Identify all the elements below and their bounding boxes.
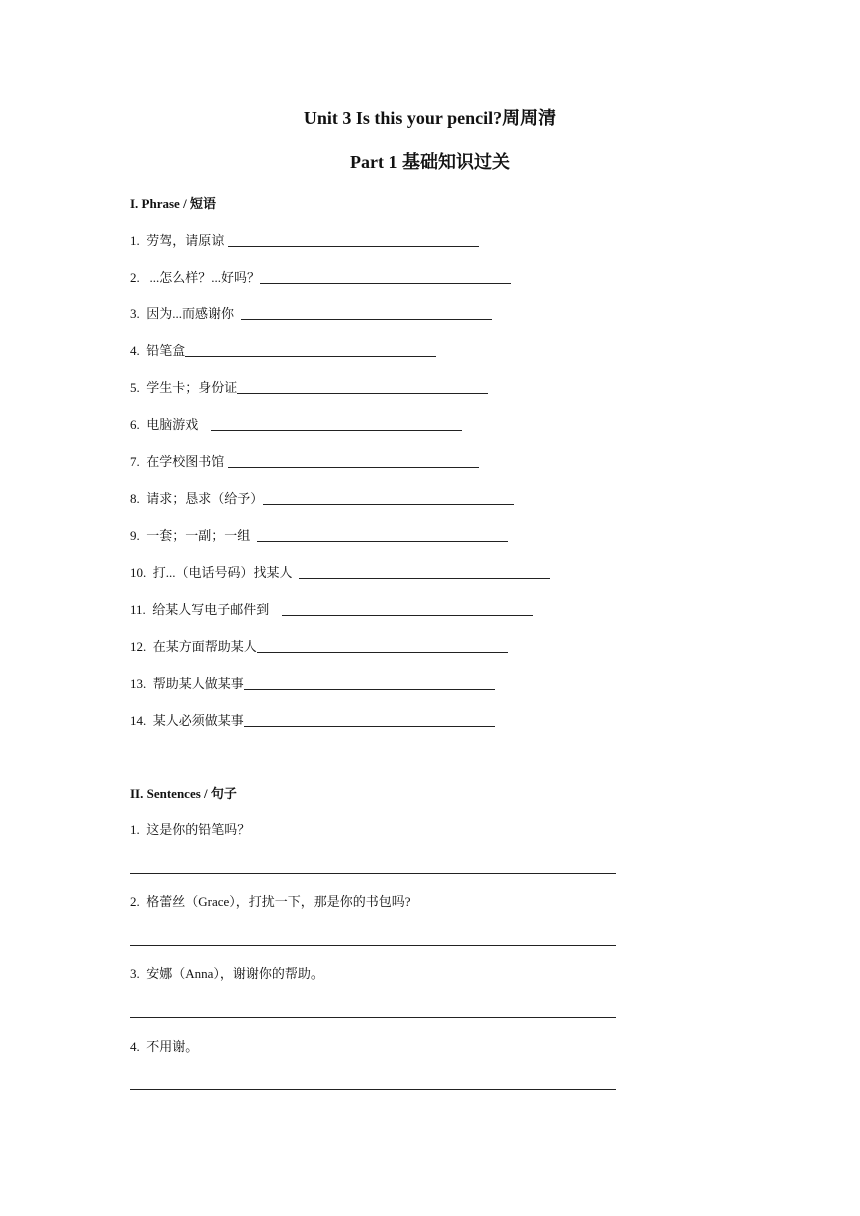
answer-blank[interactable] <box>228 466 479 468</box>
phrase-label: 5. 学生卡；身份证 <box>130 380 238 395</box>
answer-blank[interactable] <box>244 688 495 690</box>
sentence-prompt: 3. 安娜（Anna），谢谢你的帮助。 <box>130 966 324 981</box>
phrase-item <box>130 306 492 322</box>
phrase-label: 10. 打...（电话号码）找某人 <box>130 565 300 580</box>
phrase-item <box>130 380 488 396</box>
phrase-label: 8. 请求；恳求（给予） <box>130 491 264 506</box>
phrase-label: 11. 给某人写电子邮件到 <box>130 602 283 617</box>
phrase-label: 14. 某人必须做某事 <box>130 713 244 728</box>
phrase-item <box>130 713 495 729</box>
answer-blank[interactable] <box>228 245 479 247</box>
sentence-answer-line[interactable] <box>130 1017 616 1018</box>
sentence-answer-line[interactable] <box>130 873 616 874</box>
answer-blank[interactable] <box>185 355 436 357</box>
phrase-item <box>130 454 479 470</box>
phrase-section-heading: I. Phrase / 短语 <box>130 196 216 211</box>
phrase-label: 3. 因为...而感谢你 <box>130 306 241 321</box>
answer-blank[interactable] <box>241 318 492 320</box>
page-title: Unit 3 Is this your pencil?周周清 <box>303 108 557 128</box>
sentence-prompt: 2. 格蕾丝（Grace），打扰一下，那是你的书包吗? <box>130 894 411 909</box>
phrase-label: 2. ...怎么样？...好吗？ <box>130 270 261 285</box>
phrase-label: 1. 劳驾，请原谅 <box>130 233 228 248</box>
sentence-prompt: 1. 这是你的铅笔吗？ <box>130 822 251 837</box>
phrase-item <box>130 270 511 286</box>
phrase-label: 6. 电脑游戏 <box>130 417 212 432</box>
answer-blank[interactable] <box>237 392 488 394</box>
answer-blank[interactable] <box>260 282 511 284</box>
sentence-section-heading: II. Sentences / 句子 <box>130 786 237 801</box>
phrase-label: 7. 在学校图书馆 <box>130 454 228 469</box>
phrase-label: 13. 帮助某人做某事 <box>130 676 244 691</box>
phrase-item <box>130 343 436 359</box>
answer-blank[interactable] <box>263 503 514 505</box>
part-title: Part 1 基础知识过关 <box>350 152 510 172</box>
phrase-item <box>130 491 514 507</box>
phrase-item <box>130 639 508 655</box>
phrase-item <box>130 233 479 249</box>
answer-blank[interactable] <box>257 651 508 653</box>
answer-blank[interactable] <box>244 725 495 727</box>
answer-blank[interactable] <box>211 429 462 431</box>
phrase-label: 9. 一套；一副；一组 <box>130 528 257 543</box>
sentence-answer-line[interactable] <box>130 945 616 946</box>
phrase-label: 4. 铅笔盒 <box>130 343 186 358</box>
phrase-item <box>130 528 508 544</box>
answer-blank[interactable] <box>299 577 550 579</box>
phrase-item <box>130 602 533 618</box>
phrase-item <box>130 417 462 433</box>
answer-blank[interactable] <box>257 540 508 542</box>
phrase-item <box>130 676 495 692</box>
sentence-answer-line[interactable] <box>130 1089 616 1090</box>
phrase-item <box>130 565 550 581</box>
sentence-prompt: 4. 不用谢。 <box>130 1039 199 1054</box>
answer-blank[interactable] <box>282 614 533 616</box>
phrase-label: 12. 在某方面帮助某人 <box>130 639 257 654</box>
